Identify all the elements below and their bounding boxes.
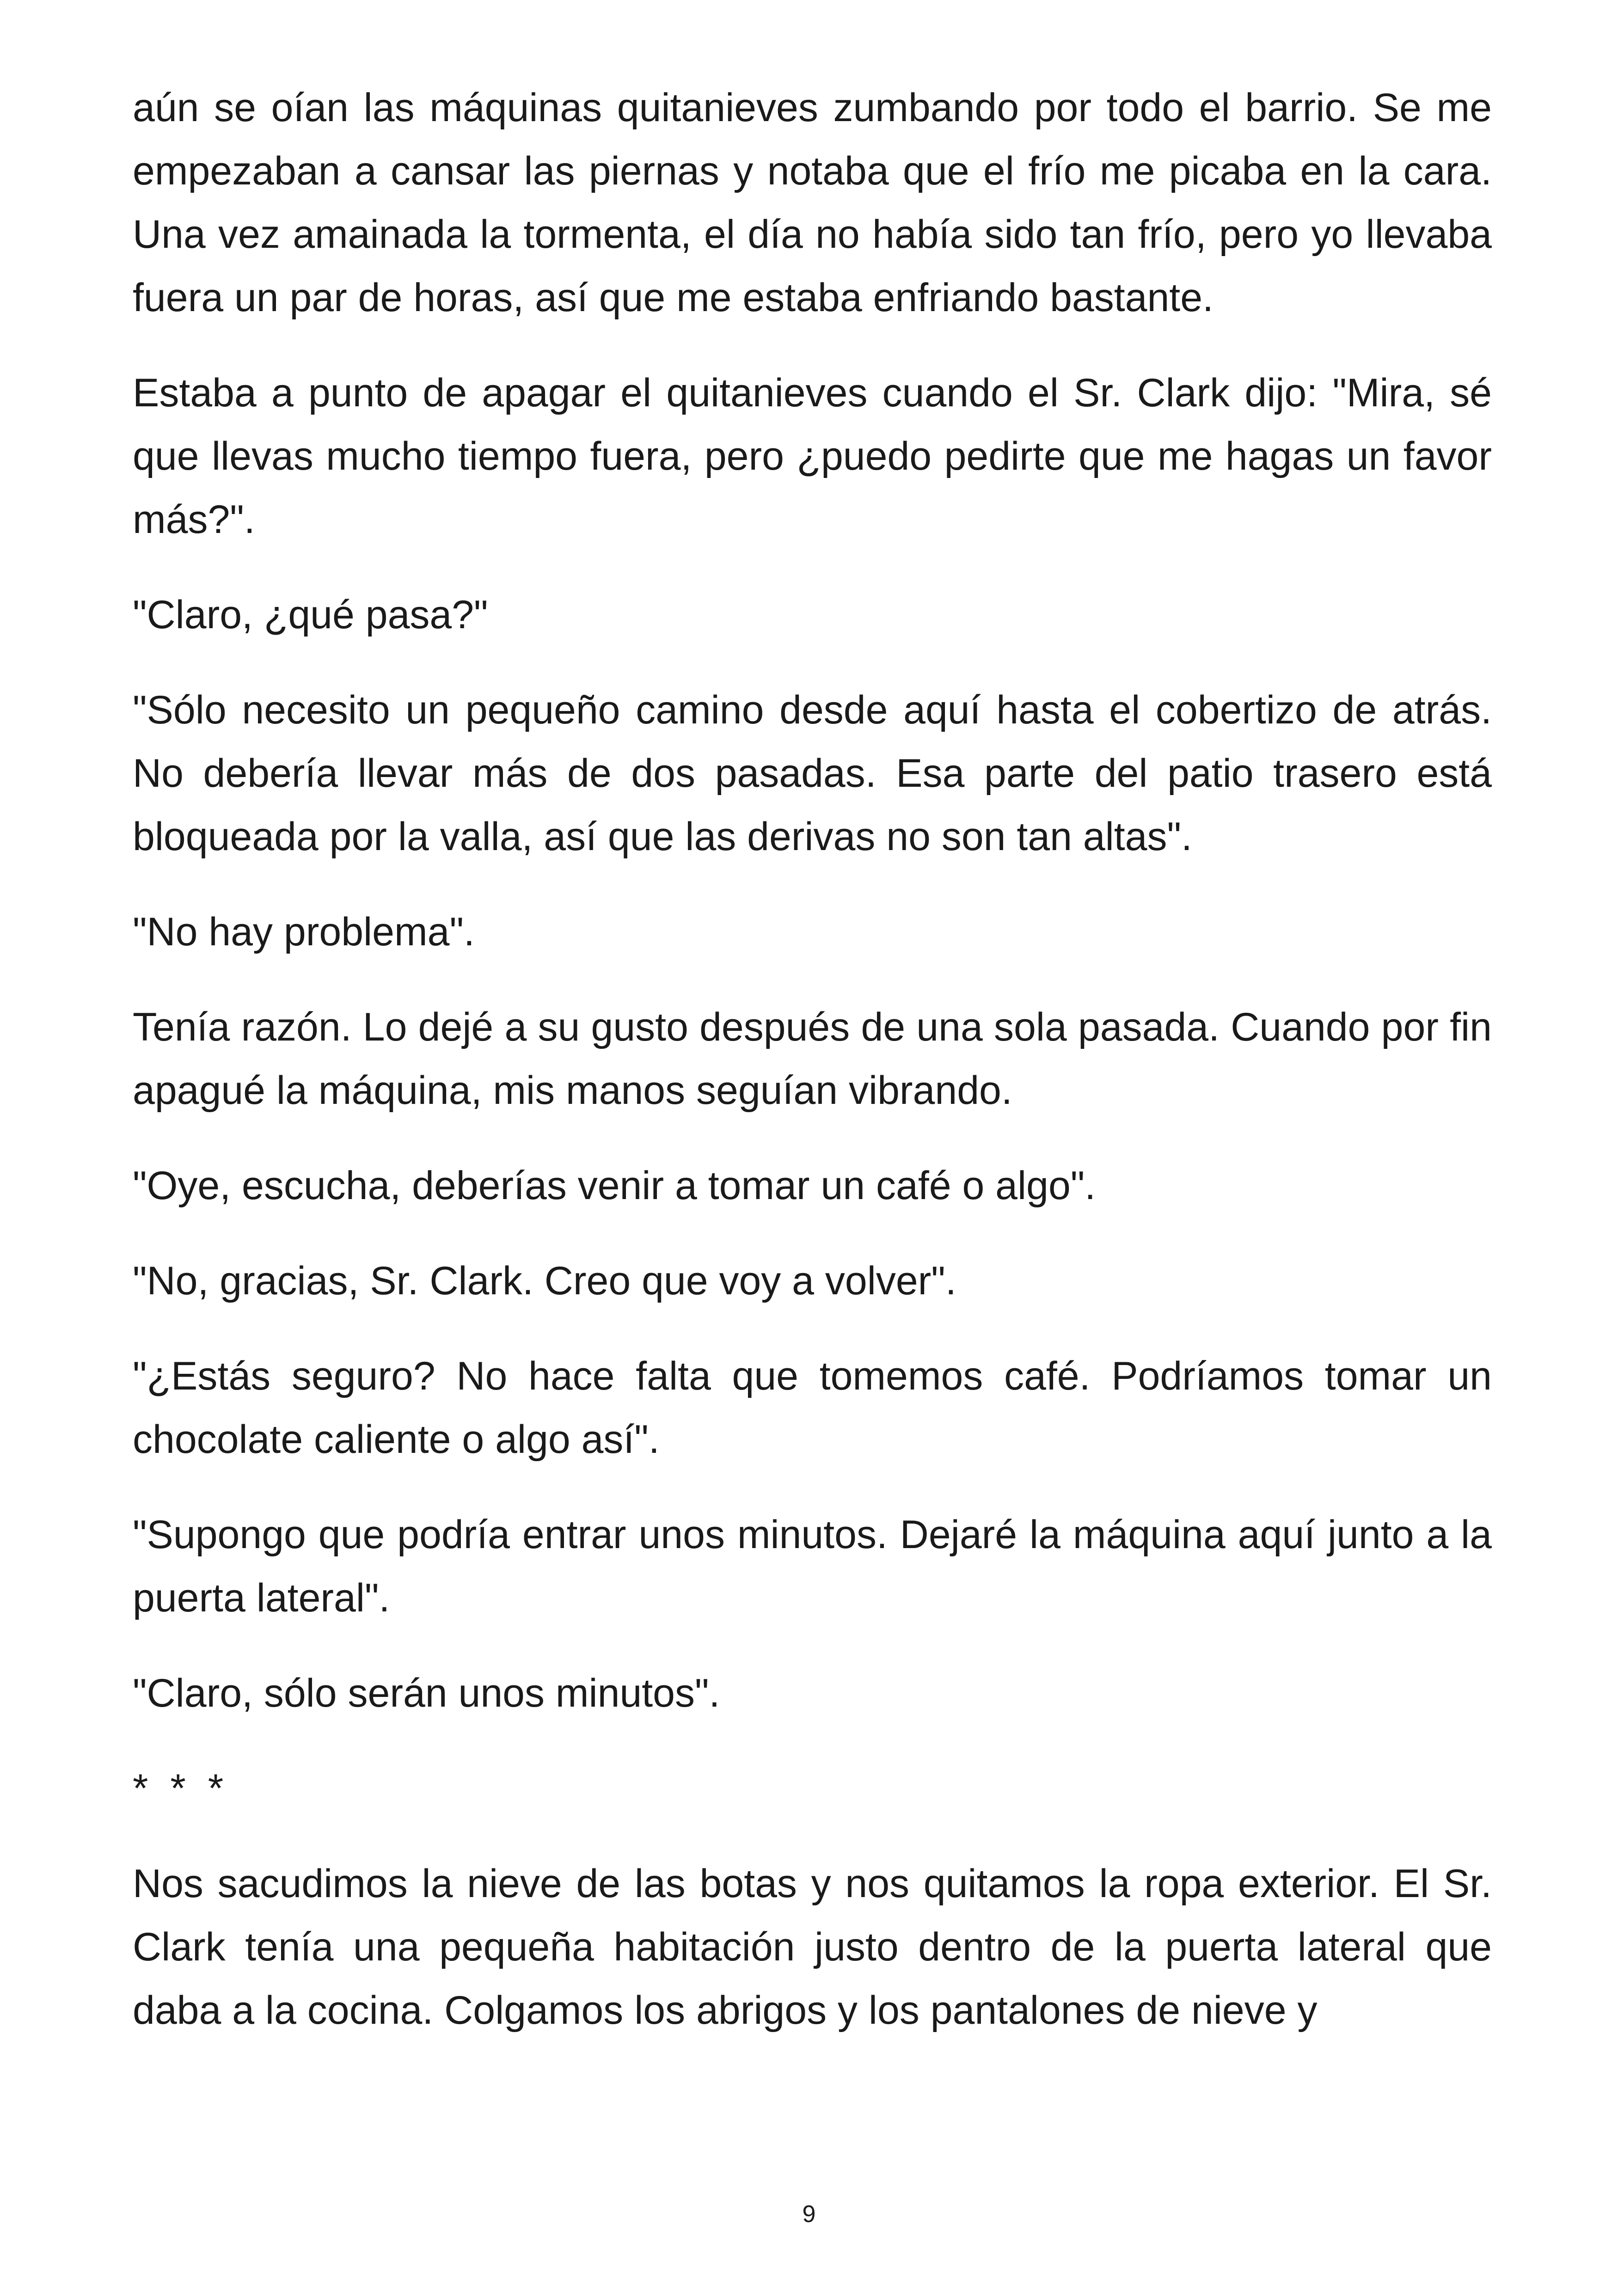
page-body	[133, 76, 1492, 2074]
scene-break: * * *	[133, 1766, 229, 1811]
page-number: 9	[802, 2201, 816, 2228]
paragraph: "Oye, escucha, deberías venir a tomar un café o algo".	[133, 1163, 1096, 1208]
paragraph: "No hay problema".	[133, 910, 475, 954]
paragraph: "¿Estás seguro? No hace falta que tomemos café. Podríamos tomar un chocolate caliente o algo así".	[133, 1354, 1492, 1462]
paragraph: "No, gracias, Sr. Clark. Creo que voy a volver".	[133, 1259, 956, 1303]
paragraph: Tenía razón. Lo dejé a su gusto después de una sola pasada. Cuando por fin apagué la máquina, mis manos seguían vibrando.	[133, 1005, 1492, 1113]
paragraph: aún se oían las máquinas quitanieves zumbando por todo el barrio. Se me empezaban a cansar las piernas y notaba que el frío me picaba en la cara. Una vez amainada la tormenta, el día no había sido tan frío, pero yo llevaba fuera un par de horas, así que me estaba enfriando bastante.	[133, 86, 1492, 320]
paragraph: Nos sacudimos la nieve de las botas y nos quitamos la ropa exterior. El Sr. Clark tenía una pequeña habitación justo dentro de la puerta lateral que daba a la cocina. Colgamos los abrigos y los pantalones de nieve y	[133, 1861, 1492, 2033]
paragraph: "Claro, ¿qué pasa?"	[133, 593, 488, 637]
paragraph: "Sólo necesito un pequeño camino desde aquí hasta el cobertizo de atrás. No debería llevar más de dos pasadas. Esa parte del patio trasero está bloqueada por la valla, así que las derivas no son tan altas".	[133, 688, 1492, 859]
paragraph: "Supongo que podría entrar unos minutos. Dejaré la máquina aquí junto a la puerta lateral".	[133, 1512, 1492, 1620]
paragraph: "Claro, sólo serán unos minutos".	[133, 1671, 720, 1715]
paragraph: Estaba a punto de apagar el quitanieves cuando el Sr. Clark dijo: "Mira, sé que llevas mucho tiempo fuera, pero ¿puedo pedirte que me hagas un favor más?".	[133, 371, 1492, 542]
